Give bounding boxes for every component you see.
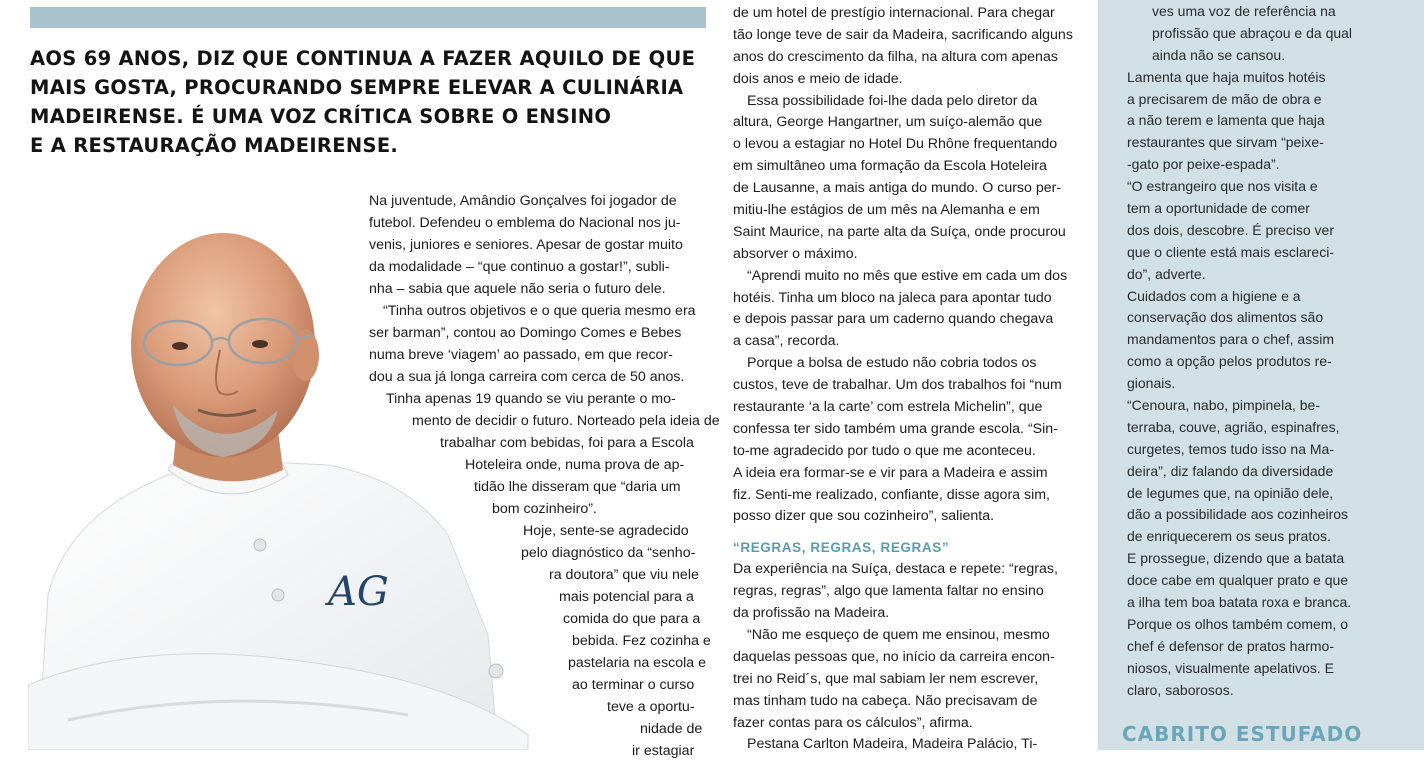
text-line: doce cabe em qualquer prato e que [1127,572,1349,589]
text-line: dão a possibilidade aos cozinheiros [1127,506,1349,523]
text-line: que o cliente está mais esclareci- [1127,243,1334,260]
text-line: “Cenoura, nabo, pimpinela, be- [1127,397,1321,414]
text-line: mitiu-lhe estágios de um mês na Alemanha e em [733,202,1040,219]
text-line: Porque a bolsa de estudo não cobria todos os [747,355,1037,372]
text-line: conservação dos alimentos são [1127,309,1324,326]
text-line: de Lausanne, a mais antiga do mundo. O curso per- [733,180,1062,197]
text-line: to-me agradecido por tudo o que me aconteceu. [733,442,1036,459]
text-line: hotéis. Tinha um bloco na jaleca para apontar tudo [733,289,1052,306]
text-line: ainda não se cansou. [1152,46,1286,63]
text-line: Porque os olhos também comem, o [1127,615,1348,632]
lede-line: MAIS GOSTA, PROCURANDO SEMPRE ELEVAR A CULINÁRIA [30,76,684,99]
text-line: profissão que abraçou e da qual [1152,24,1353,41]
text-line: restaurante ‘a la carte’ com estrela Michelin”, que [733,399,1043,416]
text-line: Hoteleira onde, numa prova de ap- [465,457,685,473]
text-line: terraba, couve, agrião, espinafres, [1127,418,1340,435]
text-line: a não terem e lamenta que haja [1127,112,1325,129]
text-line: tão longe teve de sair da Madeira, sacrificando alguns [733,26,1073,43]
text-line: Pestana Carlton Madeira, Madeira Palácio, Ti- [747,736,1038,753]
text-line: “Aprendi muito no mês que estive em cada um dos [747,267,1068,284]
text-line: da modalidade – “que continuo a gostar!”, subli- [369,259,670,275]
text-line: Na juventude, Amândio Gonçalves foi jogador de [369,193,677,209]
text-line: de enriquecerem os seus pratos. [1127,528,1331,545]
sidebar-heading: CABRITO ESTUFADO [1122,722,1363,746]
text-line: comida do que para a [563,611,701,627]
text-line: absorver o máximo. [733,245,858,262]
text-line: a ilha tem boa batata roxa e branca. [1127,594,1352,611]
text-line: A ideia era formar-se e vir para a Madeira e assim [733,464,1048,481]
text-line: da profissão na Madeira. [733,605,890,622]
text-line: fiz. Senti-me realizado, confiante, disse agora sim, [733,486,1051,503]
text-line: nha – sabia que aquele não seria o futuro dele. [369,281,666,297]
text-line: de legumes que, na opinião dele, [1127,484,1334,501]
text-line: niosos, visualmente apelativos. E [1127,659,1334,676]
text-line: “Não me esqueço de quem me ensinou, mesmo [747,626,1050,643]
text-line: custos, teve de trabalhar. Um dos trabalhos foi “num [733,377,1062,394]
text-line: -gato por peixe-espada”. [1127,156,1280,173]
text-line: restaurantes que sirvam “peixe- [1127,134,1324,151]
text-line: bom cozinheiro”. [492,501,597,517]
text-line: o levou a estagiar no Hotel Du Rhône frequentando [733,136,1058,153]
text-line: dou a sua já longa carreira com cerca de 50 anos. [369,369,685,385]
text-line: Da experiência na Suíça, destaca e repete: “regras, [733,561,1058,578]
text-line: em simultâneo uma formação da Escola Hoteleira [733,158,1047,175]
text-line: tem a oportunidade de comer [1127,200,1310,217]
text-line: fazer contas para os cálculos”, afirma. [733,714,973,731]
text-line: anos do crescimento da filha, na altura com apenas [733,48,1058,65]
subheading: “REGRAS, REGRAS, REGRAS” [733,540,950,556]
lede-line: MADEIRENSE. É UMA VOZ CRÍTICA SOBRE O ENSINO [30,105,612,128]
text-line: Cuidados com a higiene e a [1127,287,1301,304]
text-line: curgetes, temos tudo isso na Ma- [1127,440,1334,457]
text-line: a casa”, recorda. [733,333,840,350]
text-line: altura, George Hangartner, um suíço-alemão que [733,114,1043,131]
text-line: dois anos e meio de idade. [733,70,903,87]
text-line: Tinha apenas 19 quando se viu perante o mo- [386,391,676,407]
text-line: mandamentos para o chef, assim [1127,331,1334,348]
text-line: numa breve ‘viagem’ ao passado, em que recor- [369,347,673,363]
text-line: ao terminar o curso [572,677,695,693]
text-line: do”, adverte. [1127,265,1206,282]
text-line: “O estrangeiro que nos visita e [1127,178,1318,195]
jacket-monogram: AG [328,569,389,615]
text-line: teve a oportu- [607,699,695,715]
text-line: mais potencial para a [559,589,694,605]
lede-line: E A RESTAURAÇÃO MADEIRENSE. [30,134,399,157]
text-line: gionais. [1127,375,1176,392]
text-line: pelo diagnóstico da “senho- [521,545,696,561]
text-line: E prossegue, dizendo que a batata [1127,550,1345,567]
sidebar-text [1127,0,1407,702]
text-line: deira”, diz falando da diversidade [1127,462,1334,479]
text-line: mento de decidir o futuro. Norteado pela ideia de [412,413,720,429]
text-line: confessa ter sido também uma grande escola. “Sin- [733,420,1058,437]
text-line: futebol. Defendeu o emblema do Nacional nos ju- [369,215,681,231]
text-line: Lamenta que haja muitos hotéis [1127,68,1326,85]
text-line: “Tinha outros objetivos e o que queria mesmo era [383,303,696,319]
text-line: posso dizer que sou cozinheiro”, salienta. [733,508,995,525]
text-line: regras, regras”, algo que lamenta faltar no ensino [733,583,1044,600]
text-line: daquelas pessoas que, no início da carreira encon- [733,648,1055,665]
article-column-2 [733,0,1083,756]
text-line: ir estagiar [632,743,695,759]
text-line: ser barman”, contou ao Domingo Comes e Bebes [369,325,682,341]
text-line: chef é defensor de pratos harmo- [1127,637,1335,654]
text-line: a precisarem de mão de obra e [1127,90,1322,107]
text-line: dos dois, descobre. É preciso ver [1127,221,1334,238]
text-line: claro, saborosos. [1127,681,1234,698]
text-line: e depois passar para um caderno quando chegava [733,311,1054,328]
header-color-bar [30,7,706,28]
text-line: bebida. Fez cozinha e [572,633,711,649]
text-line: como a opção pelos produtos re- [1127,353,1332,370]
text-line: de um hotel de prestígio internacional. Para chegar [733,5,1055,21]
text-line: venis, juniores e seniores. Apesar de gostar muito [369,237,683,253]
text-line: trei no Reid´s, que mal sabiam ler nem escrever, [733,670,1039,687]
text-line: Essa possibilidade foi-lhe dada pelo diretor da [747,92,1038,109]
text-line: ves uma voz de referência na [1152,3,1336,19]
text-line: trabalhar com bebidas, foi para a Escola [440,435,694,451]
text-line: nidade de [640,721,703,737]
text-line: tidão lhe disseram que “daria um [474,479,681,495]
text-line: Hoje, sente-se agradecido [523,523,689,539]
text-line: Saint Maurice, na parte alta da Suíça, onde procurou [733,223,1066,240]
text-line: mas tinham tudo na cabeça. Não precisavam de [733,692,1038,709]
text-line: ra doutora” que viu nele [549,567,699,583]
text-line: pastelaria na escola e [568,655,707,671]
article-lede [30,44,710,160]
lede-line: AOS 69 ANOS, DIZ QUE CONTINUA A FAZER AQUILO DE QUE [30,47,696,70]
